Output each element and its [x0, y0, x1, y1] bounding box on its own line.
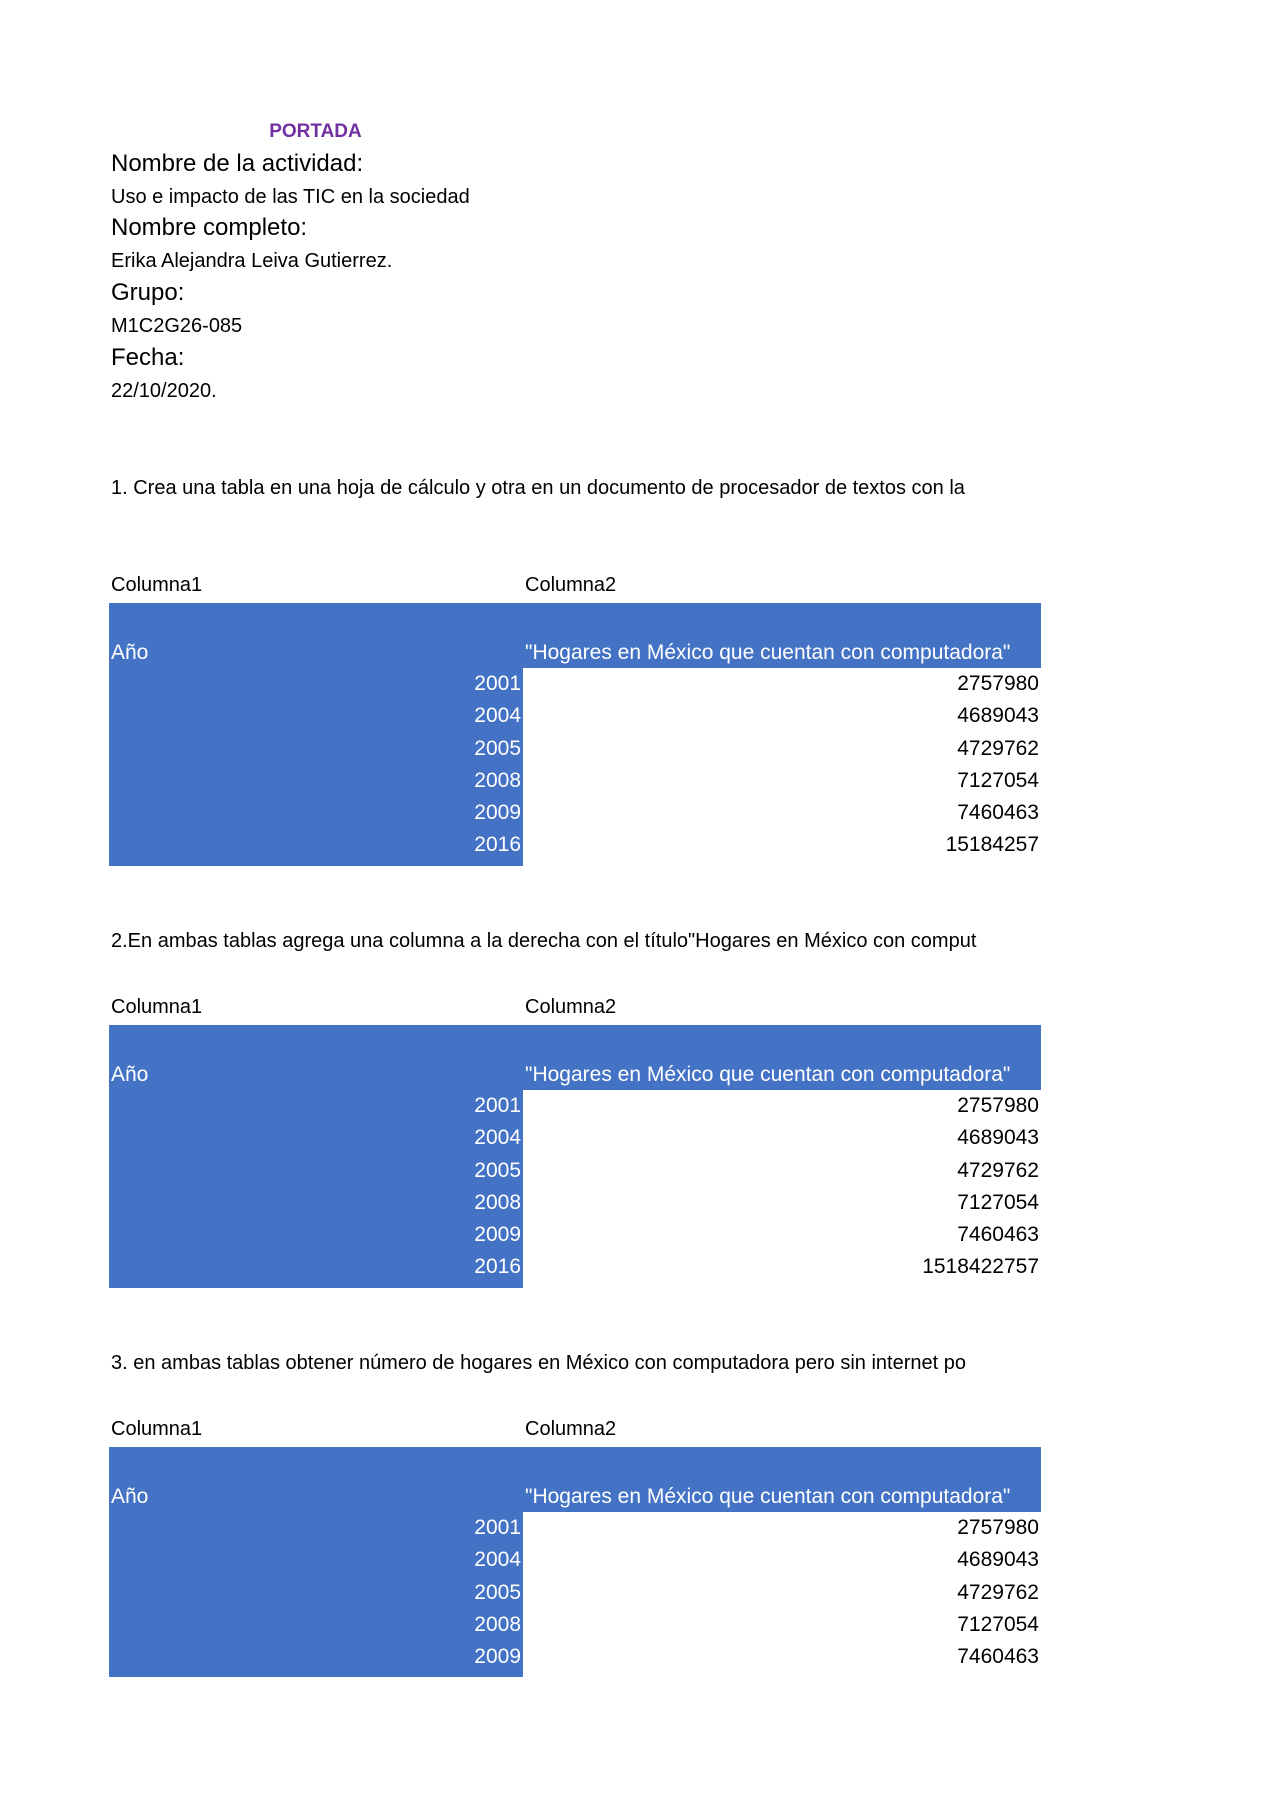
- instruction-3: 3. en ambas tablas obtener número de hogares en México con computadora pero sin internet po: [111, 1352, 966, 1374]
- data-table-2: [109, 1025, 1041, 1288]
- table-row: [109, 668, 1041, 700]
- table-row: [109, 1251, 1041, 1283]
- cell-value: 2757980: [957, 1516, 1039, 1539]
- cell-value: 4729762: [957, 1580, 1039, 1604]
- cell-value: 2757980: [957, 1094, 1039, 1117]
- name-label: Nombre completo:: [111, 214, 308, 241]
- header-value: "Hogares en México que cuentan con computadora": [525, 641, 1011, 664]
- cell-value: 4729762: [957, 1158, 1039, 1182]
- data-table-1: [109, 603, 1041, 866]
- table-row: [109, 1544, 1041, 1576]
- cell-value: 7460463: [957, 1645, 1039, 1669]
- cell-year: 2001: [109, 1512, 523, 1544]
- table-row: [109, 1512, 1041, 1544]
- table-row: [109, 1090, 1041, 1122]
- cell-year: 2005: [109, 1155, 523, 1187]
- cell-year: 2001: [109, 668, 523, 700]
- table-row: [109, 1187, 1041, 1219]
- cell-value: 2757980: [957, 672, 1039, 695]
- table-row: [109, 1219, 1041, 1251]
- date-label: Fecha:: [111, 344, 185, 371]
- date-value: 22/10/2020.: [111, 380, 217, 402]
- header-value: "Hogares en México que cuentan con computadora": [525, 1485, 1011, 1508]
- instruction-1: 1. Crea una tabla en una hoja de cálculo y otra en un documento de procesador de textos con la: [111, 477, 965, 499]
- cell-value: 4689043: [957, 1548, 1039, 1572]
- name-value: Erika Alejandra Leiva Gutierrez.: [111, 250, 393, 272]
- table-row: [109, 733, 1041, 765]
- table-row: [109, 797, 1041, 829]
- data-table-3: [109, 1447, 1041, 1677]
- cover-title: PORTADA: [269, 121, 362, 142]
- column1-label: Columna1: [111, 996, 203, 1018]
- header-value: "Hogares en México que cuentan con computadora": [525, 1063, 1011, 1086]
- cell-value: 7127054: [957, 1612, 1039, 1636]
- table-header: [109, 1447, 1041, 1512]
- cell-value: 7127054: [957, 768, 1039, 792]
- cell-year: 2005: [109, 1577, 523, 1609]
- table-row: [109, 700, 1041, 732]
- instruction-2: 2.En ambas tablas agrega una columna a la derecha con el título"Hogares en México con comput: [111, 930, 977, 952]
- group-value: M1C2G26-085: [111, 315, 243, 337]
- table-bottom-fill: [109, 1673, 523, 1677]
- table-header: [109, 1025, 1041, 1090]
- group-label: Grupo:: [111, 279, 185, 306]
- table-row: [109, 1577, 1041, 1609]
- cell-year: 2009: [109, 1219, 523, 1251]
- cell-year: 2004: [109, 1544, 523, 1576]
- cell-year: 2004: [109, 1122, 523, 1154]
- cell-value: 4689043: [957, 1126, 1039, 1150]
- cell-year: 2008: [109, 1609, 523, 1641]
- cell-value: 15184257: [945, 833, 1039, 857]
- cell-year: 2005: [109, 733, 523, 765]
- header-year: Año: [111, 1063, 149, 1086]
- cell-year: 2009: [109, 797, 523, 829]
- table-row: [109, 1641, 1041, 1673]
- cell-value: 4729762: [957, 736, 1039, 760]
- column2-label: Columna2: [525, 574, 617, 596]
- cell-year: 2008: [109, 1187, 523, 1219]
- column2-label: Columna2: [525, 1418, 617, 1440]
- cell-value: 4689043: [957, 704, 1039, 728]
- cell-year: 2001: [109, 1090, 523, 1122]
- table-row: [109, 829, 1041, 861]
- cell-year: 2009: [109, 1641, 523, 1673]
- header-year: Año: [111, 1485, 149, 1508]
- column1-label: Columna1: [111, 1418, 203, 1440]
- cell-value: 7460463: [957, 1223, 1039, 1247]
- cell-year: 2016: [109, 829, 523, 861]
- table-row: [109, 1122, 1041, 1154]
- activity-value: Uso e impacto de las TIC en la sociedad: [111, 186, 470, 208]
- table-row: [109, 765, 1041, 797]
- cell-year: 2008: [109, 765, 523, 797]
- cell-value: 1518422757: [922, 1255, 1039, 1279]
- table-bottom-fill: [109, 1284, 523, 1288]
- column2-label: Columna2: [525, 996, 617, 1018]
- cell-value: 7460463: [957, 801, 1039, 825]
- table-header: [109, 603, 1041, 668]
- column1-label: Columna1: [111, 574, 203, 596]
- table-row: [109, 1609, 1041, 1641]
- table-bottom-fill: [109, 862, 523, 866]
- header-year: Año: [111, 641, 149, 664]
- cell-year: 2004: [109, 700, 523, 732]
- cell-value: 7127054: [957, 1190, 1039, 1214]
- table-row: [109, 1155, 1041, 1187]
- activity-label: Nombre de la actividad:: [111, 150, 364, 177]
- cell-year: 2016: [109, 1251, 523, 1283]
